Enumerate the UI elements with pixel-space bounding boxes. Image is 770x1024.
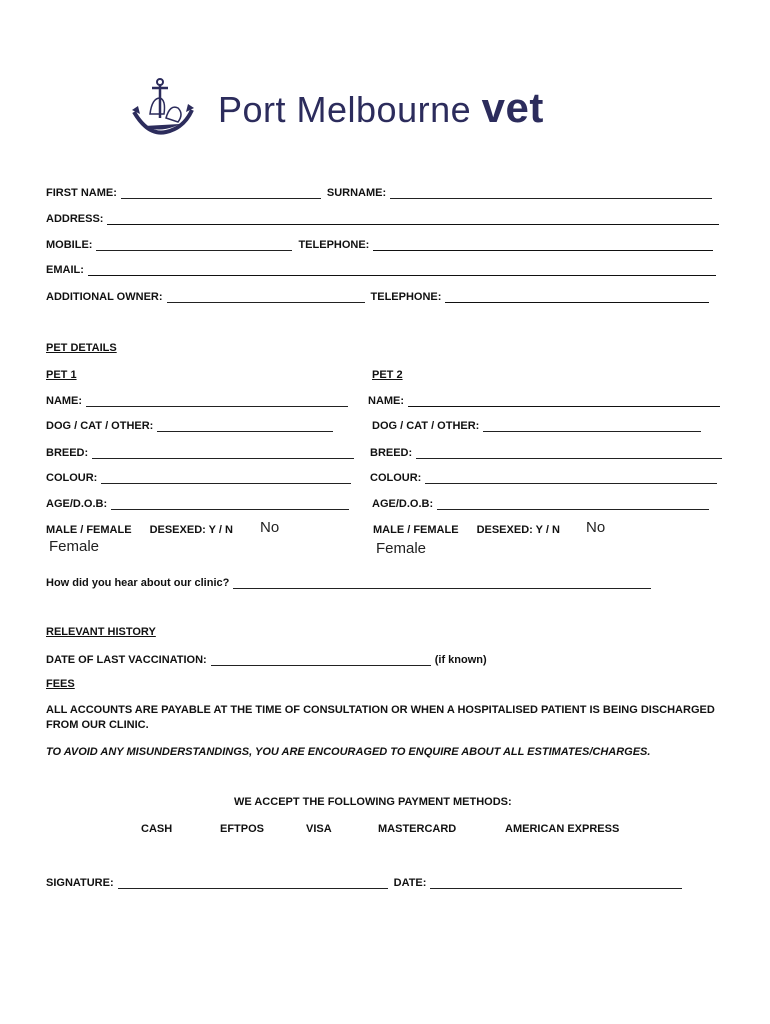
pet1-desexed-label: DESEXED: Y / N — [149, 524, 233, 536]
pet2-desexed-value[interactable]: No — [586, 519, 606, 536]
pet2-breed-row — [370, 443, 722, 459]
owner-name-row — [46, 183, 712, 199]
address-label: ADDRESS: — [46, 213, 104, 225]
pet2-heading: PET 2 — [372, 369, 403, 381]
pet2-colour-field[interactable] — [425, 471, 717, 484]
pet2-species-row — [372, 416, 701, 432]
pet1-colour-row — [46, 468, 351, 484]
pet2-colour-row — [370, 468, 717, 484]
fees-policy: ALL ACCOUNTS ARE PAYABLE AT THE TIME OF CONSULTATION OR WHEN A HOSPITALISED PATIENT IS BEING DISCHARGED FROM OUR CLINIC. — [46, 704, 715, 731]
pet2-age-field[interactable] — [437, 497, 709, 510]
pet1-name-label: NAME: — [46, 395, 83, 407]
pet1-sex-value[interactable]: Female — [49, 538, 100, 555]
payment-amex: AMERICAN EXPRESS — [505, 823, 620, 835]
mobile-field[interactable] — [96, 238, 292, 251]
date-label: DATE: — [393, 877, 427, 889]
pet1-breed-field[interactable] — [92, 446, 354, 459]
date-field[interactable] — [430, 876, 682, 889]
pet2-sex-value[interactable]: Female — [376, 540, 427, 557]
payment-cash: CASH — [141, 823, 173, 835]
pet1-desexed-value[interactable]: No — [260, 519, 280, 536]
signature-field[interactable] — [118, 876, 388, 889]
pet1-age-label: AGE/D.O.B: — [46, 498, 108, 510]
fees-notice: TO AVOID ANY MISUNDERSTANDINGS, YOU ARE ENCOURAGED TO ENQUIRE ABOUT ALL ESTIMATES/CHARGES. — [46, 746, 651, 758]
mobile-label: MOBILE: — [46, 239, 93, 251]
telephone-field[interactable] — [373, 238, 713, 251]
pet-details-heading: PET DETAILS — [46, 342, 117, 354]
referral-question: How did you hear about our clinic? — [46, 577, 230, 589]
pet1-breed-label: BREED: — [46, 447, 89, 459]
pet1-sex-label: MALE / FEMALE — [46, 524, 132, 536]
history-heading: RELEVANT HISTORY — [46, 626, 156, 638]
referral-field[interactable] — [233, 576, 651, 589]
payment-visa: VISA — [306, 823, 332, 835]
pet2-sex-row — [373, 520, 560, 536]
payment-mastercard: MASTERCARD — [378, 823, 457, 835]
address-row — [46, 209, 719, 225]
vaccination-field[interactable] — [211, 653, 431, 666]
brand-name — [218, 84, 544, 132]
first-name-field[interactable] — [121, 186, 321, 199]
payment-eftpos: EFTPOS — [220, 823, 265, 835]
pet1-species-label: DOG / CAT / OTHER: — [46, 420, 154, 432]
pet2-age-label: AGE/D.O.B: — [372, 498, 434, 510]
pet2-breed-label: BREED: — [370, 447, 413, 459]
pet1-colour-label: COLOUR: — [46, 472, 98, 484]
pet1-species-field[interactable] — [157, 419, 333, 432]
pet1-heading: PET 1 — [46, 369, 77, 381]
surname-label: SURNAME: — [326, 187, 387, 199]
address-field[interactable] — [107, 212, 719, 225]
payment-heading: WE ACCEPT THE FOLLOWING PAYMENT METHODS: — [234, 796, 512, 808]
pet1-name-row — [46, 391, 348, 407]
pet2-desexed-label: DESEXED: Y / N — [476, 524, 560, 536]
pet1-name-field[interactable] — [86, 394, 348, 407]
pet1-age-row — [46, 494, 349, 510]
pet2-age-row — [372, 494, 709, 510]
signature-row — [46, 873, 682, 889]
pet2-species-label: DOG / CAT / OTHER: — [372, 420, 480, 432]
additional-telephone-field[interactable] — [445, 290, 709, 303]
first-name-label: FIRST NAME: — [46, 187, 117, 199]
email-field[interactable] — [88, 263, 716, 276]
pet2-name-label: NAME: — [368, 395, 405, 407]
signature-label: SIGNATURE: — [46, 877, 114, 889]
vaccination-label: DATE OF LAST VACCINATION: — [46, 654, 207, 666]
anchor-pets-icon — [130, 74, 200, 138]
pet2-name-field[interactable] — [408, 394, 720, 407]
email-row — [46, 260, 716, 276]
vaccination-suffix: (if known) — [434, 654, 487, 666]
clinic-logo — [130, 74, 650, 138]
pet1-age-field[interactable] — [111, 497, 349, 510]
phone-row — [46, 235, 713, 251]
fees-heading: FEES — [46, 678, 75, 690]
surname-field[interactable] — [390, 186, 712, 199]
brand-suffix: vet — [481, 84, 544, 131]
telephone-label: TELEPHONE: — [298, 239, 370, 251]
additional-owner-field[interactable] — [167, 290, 365, 303]
brand-name-text: Port Melbourne — [218, 89, 472, 130]
referral-row — [46, 573, 651, 589]
pet1-breed-row — [46, 443, 354, 459]
pet1-colour-field[interactable] — [101, 471, 351, 484]
pet2-breed-field[interactable] — [416, 446, 722, 459]
pet2-name-row — [368, 391, 720, 407]
email-label: EMAIL: — [46, 264, 84, 276]
additional-owner-row — [46, 287, 709, 303]
pet2-colour-label: COLOUR: — [370, 472, 422, 484]
additional-owner-label: ADDITIONAL OWNER: — [46, 291, 163, 303]
pet1-sex-row — [46, 520, 233, 536]
pet2-sex-label: MALE / FEMALE — [373, 524, 459, 536]
additional-telephone-label: TELEPHONE: — [370, 291, 442, 303]
pet1-species-row — [46, 416, 333, 432]
pet2-species-field[interactable] — [483, 419, 701, 432]
vaccination-row — [46, 650, 487, 666]
